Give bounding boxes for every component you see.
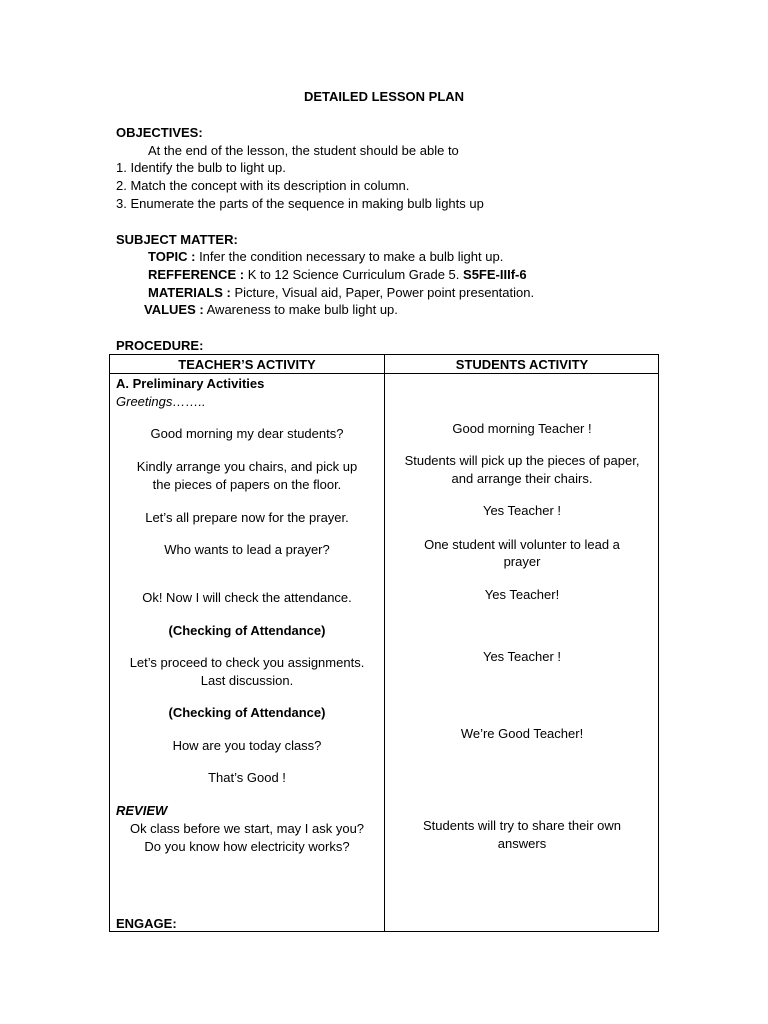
student-line: Yes Teacher !: [482, 503, 562, 518]
reference-code: S5FE-IIIf-6: [463, 267, 527, 282]
greetings-label: Greetings……..: [116, 394, 206, 409]
teacher-line: (Checking of Attendance): [168, 623, 326, 638]
reference-value: K to 12 Science Curriculum Grade 5.: [247, 267, 460, 282]
student-line: Yes Teacher !: [482, 649, 562, 664]
review-label: REVIEW: [116, 803, 168, 818]
section-preliminary-activities: A. Preliminary Activities: [116, 376, 265, 391]
reference-label: REFFERENCE :: [148, 267, 245, 282]
objective-item: 2. Match the concept with its description in column.: [116, 178, 410, 193]
values-label: VALUES :: [144, 302, 204, 317]
materials-line: [148, 284, 534, 301]
document-title: DETAILED LESSON PLAN: [303, 89, 465, 104]
objectives-intro: At the end of the lesson, the student should be able to: [148, 143, 459, 158]
header-teacher-activity: TEACHER’S ACTIVITY: [178, 357, 316, 372]
student-line: answers: [497, 836, 547, 851]
materials-value: Picture, Visual aid, Paper, Power point presentation.: [234, 285, 535, 300]
values-line: [144, 301, 398, 318]
teacher-line: the pieces of papers on the floor.: [152, 477, 342, 492]
student-line: Students will pick up the pieces of paper,: [404, 453, 640, 468]
procedure-table: [109, 354, 659, 932]
teacher-line: Who wants to lead a prayer?: [164, 542, 330, 557]
subject-matter-label: SUBJECT MATTER:: [116, 232, 238, 247]
materials-label: MATERIALS :: [148, 285, 231, 300]
procedure-label: PROCEDURE:: [116, 338, 204, 353]
engage-label: ENGAGE:: [116, 916, 177, 931]
teacher-line: Let’s proceed to check you assignments.: [129, 655, 365, 670]
teacher-line: (Checking of Attendance): [168, 705, 326, 720]
teacher-line: Last discussion.: [200, 673, 294, 688]
teacher-line: Ok! Now I will check the attendance.: [142, 590, 352, 605]
objectives-label: OBJECTIVES:: [116, 125, 203, 140]
topic-label: TOPIC :: [148, 249, 196, 264]
student-line: Students will try to share their own: [423, 818, 621, 833]
topic-line: [148, 248, 503, 265]
student-line: Good morning Teacher !: [452, 421, 592, 436]
teacher-line: Kindly arrange you chairs, and pick up: [136, 459, 358, 474]
reference-line: [148, 266, 527, 283]
topic-value: Infer the condition necessary to make a bulb light up.: [199, 249, 504, 264]
student-line: and arrange their chairs.: [451, 471, 593, 486]
student-line: prayer: [503, 554, 541, 569]
teacher-line: Good morning my dear students?: [150, 426, 344, 441]
objective-item: 1. Identify the bulb to light up.: [116, 160, 286, 175]
review-line: Do you know how electricity works?: [144, 839, 350, 854]
header-students-activity: STUDENTS ACTIVITY: [455, 357, 589, 372]
student-line: Yes Teacher!: [484, 587, 560, 602]
values-value: Awareness to make bulb light up.: [206, 302, 398, 317]
teacher-line: How are you today class?: [172, 738, 322, 753]
review-line: Ok class before we start, may I ask you?: [129, 821, 365, 836]
teacher-line: Let’s all prepare now for the prayer.: [145, 510, 349, 525]
teacher-line: That’s Good !: [208, 770, 286, 785]
objective-item: 3. Enumerate the parts of the sequence in making bulb lights up: [116, 196, 484, 211]
student-line: One student will volunter to lead a: [424, 537, 620, 552]
student-line: We’re Good Teacher!: [460, 726, 584, 741]
